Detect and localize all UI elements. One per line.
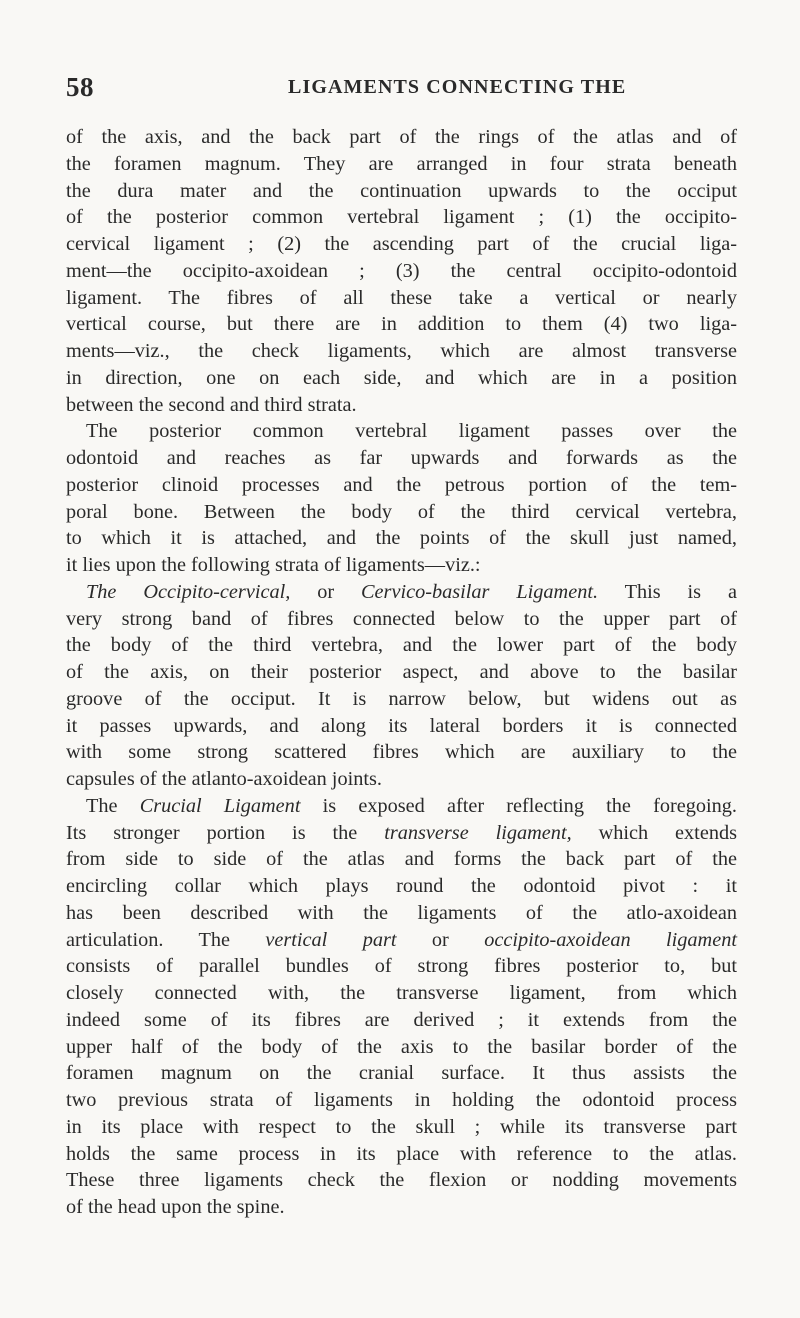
text-segment: cervical ligament ; (2) the ascending part of the crucial liga-	[66, 233, 737, 255]
text-segment: indeed some of its fibres are derived ; it extends from the	[66, 1008, 737, 1031]
text-line	[66, 285, 737, 312]
text-line	[66, 525, 737, 552]
text-line	[66, 445, 737, 472]
text-segment: which extends	[571, 821, 737, 844]
text-segment: or	[290, 580, 362, 603]
text-line	[66, 1194, 737, 1221]
text-line	[66, 311, 737, 338]
text-segment: in its place with respect to the skull ; while its transverse part	[66, 1115, 737, 1138]
text-segment: between the second and third strata.	[66, 393, 357, 416]
text-segment: to which it is attached, and the points of the skull just named,	[66, 527, 737, 550]
text-segment: Its stronger portion is the	[66, 821, 385, 844]
text-line	[66, 1007, 737, 1034]
text-segment: from side to side of the atlas and forms the back part of the	[66, 848, 737, 871]
text-segment: closely connected with, the transverse ligament, from which	[66, 982, 737, 1004]
text-line	[66, 204, 737, 231]
text-segment: in direction, one on each side, and which are in a position	[66, 366, 737, 389]
text-line	[66, 846, 737, 873]
body-text	[66, 124, 737, 1221]
text-line	[66, 713, 737, 740]
italic-text: The Occipito-cervical,	[86, 580, 291, 603]
text-segment: holds the same process in its place with reference to the atlas.	[66, 1142, 737, 1165]
text-segment: ment—the occipito-axoidean ; (3) the central occipito-odontoid	[66, 259, 737, 282]
text-line	[66, 980, 737, 1007]
text-line	[66, 659, 737, 686]
text-segment: odontoid and reaches as far upwards and forwards as the	[66, 447, 737, 469]
text-segment: of the head upon the spine.	[66, 1196, 285, 1218]
italic-text: occipito-axoidean ligament	[484, 928, 737, 951]
text-line	[66, 686, 737, 713]
text-line	[66, 365, 737, 392]
text-segment: groove of the occiput. It is narrow below, but widens out as	[66, 687, 737, 710]
text-segment: upper half of the body of the axis to the basilar border of the	[66, 1035, 737, 1058]
italic-text: Cervico-basilar Ligament.	[361, 580, 599, 603]
text-line	[66, 579, 737, 606]
text-segment: two previous strata of ligaments in holding the odontoid process	[66, 1089, 737, 1111]
text-line	[66, 1034, 737, 1061]
text-segment: posterior clinoid processes and the petrous portion of the tem-	[66, 473, 737, 496]
text-segment: of the axis, and the back part of the rings of the atlas and of	[66, 126, 737, 148]
text-segment: or	[396, 928, 485, 951]
text-line	[66, 338, 737, 365]
text-line	[66, 472, 737, 499]
text-line	[66, 766, 737, 793]
text-segment: ligament. The fibres of all these take a vertical or nearly	[66, 286, 737, 309]
text-segment: with some strong scattered fibres which are auxiliary to the	[66, 741, 737, 764]
text-line	[66, 178, 737, 205]
running-head	[66, 60, 736, 110]
text-line	[66, 632, 737, 659]
text-segment: has been described with the ligaments of the atlo-axoidean	[66, 901, 737, 924]
page-number: 58	[66, 72, 94, 102]
text-segment: the foramen magnum. They are arranged in four strata beneath	[66, 152, 737, 175]
text-line	[66, 927, 737, 954]
text-line	[66, 499, 737, 526]
text-line	[66, 793, 737, 820]
text-line	[66, 1141, 737, 1168]
text-segment: very strong band of fibres connected below to the upper part of	[66, 607, 737, 630]
italic-text: vertical part	[265, 928, 397, 951]
text-line	[66, 392, 737, 419]
text-line	[66, 820, 737, 847]
text-line	[66, 1087, 737, 1114]
text-line	[66, 900, 737, 927]
text-line	[66, 739, 737, 766]
text-segment: poral bone. Between the body of the third cervical vertebra,	[66, 500, 737, 523]
text-segment: These three ligaments check the flexion or nodding movements	[66, 1169, 737, 1192]
text-segment: of the axis, on their posterior aspect, and above to the basilar	[66, 661, 737, 683]
text-segment: consists of parallel bundles of strong fibres posterior to, but	[66, 955, 737, 978]
text-segment: it lies upon the following strata of ligaments—viz.:	[66, 554, 481, 576]
text-line	[66, 151, 737, 178]
text-line	[66, 231, 737, 258]
italic-text: Crucial Ligament	[139, 794, 301, 817]
text-segment: it passes upwards, and along its lateral borders it is connected	[66, 714, 737, 737]
text-line	[66, 1114, 737, 1141]
text-segment: encircling collar which plays round the odontoid pivot : it	[66, 875, 737, 897]
text-segment: of the posterior common vertebral ligament ; (1) the occipito-	[66, 206, 737, 229]
text-line	[66, 258, 737, 285]
text-line	[66, 873, 737, 900]
text-segment: ments—viz., the check ligaments, which are almost transverse	[66, 340, 737, 362]
text-segment: vertical course, but there are in addition to them (4) two liga-	[66, 313, 737, 336]
text-line	[66, 953, 737, 980]
text-segment: capsules of the atlanto-axoidean joints.	[66, 768, 382, 790]
text-line	[66, 1060, 737, 1087]
text-line	[66, 124, 737, 151]
text-segment: is exposed after reflecting the foregoing.	[300, 794, 737, 817]
running-title: LIGAMENTS CONNECTING THE	[288, 76, 627, 98]
text-line	[66, 606, 737, 633]
italic-text: transverse ligament,	[384, 821, 572, 844]
text-segment: the dura mater and the continuation upwards to the occiput	[66, 179, 737, 202]
text-segment: the body of the third vertebra, and the lower part of the body	[66, 634, 737, 657]
text-segment: The posterior common vertebral ligament passes over the	[86, 420, 737, 443]
text-segment: foramen magnum on the cranial surface. It thus assists the	[66, 1062, 737, 1085]
text-segment: articulation. The	[66, 928, 266, 951]
text-line	[66, 418, 737, 445]
text-line	[66, 552, 737, 579]
text-segment: The	[86, 794, 140, 817]
text-segment: This is a	[598, 580, 737, 603]
text-line	[66, 1167, 737, 1194]
